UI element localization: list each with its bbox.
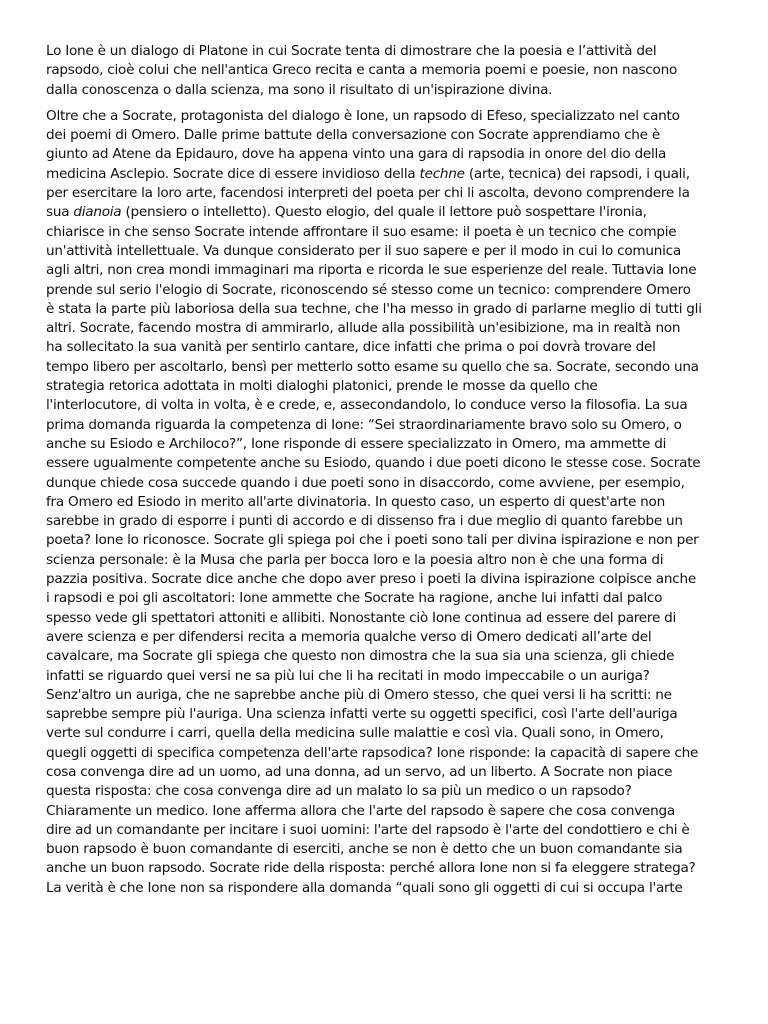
text-line: spesso vede gli spettatori attoniti e allibiti. Nonostante ciò Ione continua ad essere del parere di <box>46 609 677 626</box>
text-line: i rapsodi e poi gli ascoltatori: Ione ammette che Socrate ha ragione, anche lui infatti dal palco <box>46 590 663 607</box>
text-line: infatti se riguardo quei versi ne sa più lui che li ha recitati in modo impeccabile o un auriga? <box>46 667 650 684</box>
text-line: fra Omero ed Esiodo in merito all'arte divinatoria. In questo caso, un esperto di quest'arte non <box>46 493 665 510</box>
text-line: dei poemi di Omero. Dalle prime battute della conversazione con Socrate apprendiamo che è <box>46 127 660 144</box>
text-line: anche un buon rapsodo. Socrate ride della risposta: perché allora Ione non si fa eleggere stratega? <box>46 860 696 877</box>
text-line: Chiaramente un medico. Ione afferma allora che l'arte del rapsodo è sapere che cosa convenga <box>46 802 675 819</box>
text-line: strategia retorica adottata in molti dialoghi platonici, prende le mosse da quello che <box>46 378 598 395</box>
text-line: pazzia positiva. Socrate dice anche che dopo aver preso i poeti la divina ispirazione colpisce anche <box>46 571 696 588</box>
text-line: rapsodo, cioè colui che nell'antica Greco recita e canta a memoria poemi e poesie, non nascono <box>46 62 678 79</box>
text-line: quegli oggetti di specifica competenza dell'arte rapsodica? Ione risponde: la capacità di sapere che <box>46 744 699 761</box>
text-line: chiarisce in che senso Socrate intende affrontare il suo esame: il poeta è un tecnico che compie <box>46 223 677 240</box>
text-segment: medicina Asclepio. Socrate dice di essere invidioso della <box>46 165 420 182</box>
text-line: essere ugualmente competente anche su Esiodo, quando i due poeti dicono le stesse cose. Socrate <box>46 455 701 472</box>
text-line: tempo libero per ascoltarlo, bensì per metterlo sotto esame su quello che sa. Socrate, secondo una <box>46 358 699 375</box>
text-segment: (pensiero o intelletto). Questo elogio, del quale il lettore può sospettare l'ironia, <box>121 204 647 221</box>
text-line: giunto ad Atene da Epidauro, dove ha appena vinto una gara di rapsodia in onore del dio della <box>46 146 667 163</box>
text-line: un'attività intellettuale. Va dunque considerato per il suo sapere e per il modo in cui lo comunica <box>46 242 681 259</box>
text-segment: sua <box>46 204 74 221</box>
text-line: anche su Esiodo e Archiloco?”, Ione risponde di essere specializzato in Omero, ma ammette di <box>46 435 667 452</box>
text-line <box>46 203 722 222</box>
text-line: avere scienza e per difendersi recita a memoria qualche verso di Omero dedicati all’arte del <box>46 628 652 645</box>
text-line: Lo Ione è un dialogo di Platone in cui Socrate tenta di dimostrare che la poesia e l’attività del <box>46 43 657 59</box>
text-line: saprebbe sempre più l'auriga. Una scienza infatti verte su oggetti specifici, così l'arte dell'auriga <box>46 706 678 723</box>
text-line: poeta? Ione lo riconosce. Socrate gli spiega poi che i poeti sono tali per divina ispirazione e non per <box>46 532 699 549</box>
text-line: Oltre che a Socrate, protagonista del dialogo è Ione, un rapsodo di Efeso, specializzato nel canto <box>46 107 680 124</box>
text-line: scienza personale: è la Musa che parla per bocca loro e la poesia altro non è che una forma di <box>46 551 664 568</box>
text-line: dire ad un comandante per incitare i suoi uomini: l'arte del rapsodo è l'arte del condottiero e chi è <box>46 821 690 838</box>
text-line: dalla conoscenza o dalla scienza, ma sono il risultato di un'ispirazione divina. <box>46 81 553 98</box>
text-line: dunque chiede cosa succede quando i due poeti sono in disaccordo, come avviene, per esempio, <box>46 474 685 491</box>
text-line <box>46 165 722 184</box>
text-line: cosa convenga dire ad un uomo, ad una donna, ad un servo, ad un liberto. A Socrate non piace <box>46 763 673 780</box>
text-segment: (arte, tecnica) dei rapsodi, i quali, <box>464 165 690 182</box>
text-line: cavalcare, ma Socrate gli spiega che questo non dimostra che la sua sia una scienza, gli chiede <box>46 648 675 665</box>
text-line: buon rapsodo è buon comandante di eserciti, anche se non è detto che un buon comandante sia <box>46 841 683 858</box>
text-line: La verità è che Ione non sa rispondere alla domanda “quali sono gli oggetti di cui si occupa l'arte <box>46 879 683 896</box>
document-page <box>46 42 722 905</box>
paragraph-intro <box>46 42 722 100</box>
text-line: sarebbe in grado di esporre i punti di accordo e di dissenso fra i due meglio di quanto farebbe un <box>46 513 683 530</box>
text-line: per esercitare la loro arte, facendosi interpreti del poeta per chi li ascolta, devono comprendere la <box>46 185 690 202</box>
text-line: questa risposta: che cosa convenga dire ad un malato lo sa più un medico o un rapsodo? <box>46 783 632 800</box>
text-line: verte sul condurre i carri, quella della medicina sulle malattie e così via. Quali sono, in Omero, <box>46 725 664 742</box>
text-line: altri. Socrate, facendo mostra di ammirarlo, allude alla possibilità un'esibizione, ma in realtà non <box>46 320 681 337</box>
text-line: l'interlocutore, di volta in volta, è e crede, e, assecondandolo, lo conduce verso la filosofia. La sua <box>46 397 688 414</box>
italic-term-dianoia: dianoia <box>73 204 122 221</box>
italic-term-techne: techne <box>419 165 465 182</box>
text-line: prende sul serio l'elogio di Socrate, riconoscendo sé stesso come un tecnico: comprendere Omero <box>46 281 691 298</box>
paragraph-summary <box>46 107 722 898</box>
text-line: ha sollecitato la sua vanità per sentirlo cantare, dice infatti che prima o poi dovrà trovare del <box>46 339 656 356</box>
text-line: Senz'altro un auriga, che ne saprebbe anche più di Omero stesso, che quei versi li ha scritti: ne <box>46 686 672 703</box>
text-line: agli altri, non crea mondi immaginari ma riporta e ricorda le sue esperienze del reale. Tuttavia Ione <box>46 262 697 279</box>
text-line: è stata la parte più laboriosa della sua techne, che l'ha messo in grado di parlarne meglio di tutti gli <box>46 300 702 317</box>
text-line: prima domanda riguarda la competenza di Ione: “Sei straordinariamente bravo solo su Omero, o <box>46 416 682 433</box>
